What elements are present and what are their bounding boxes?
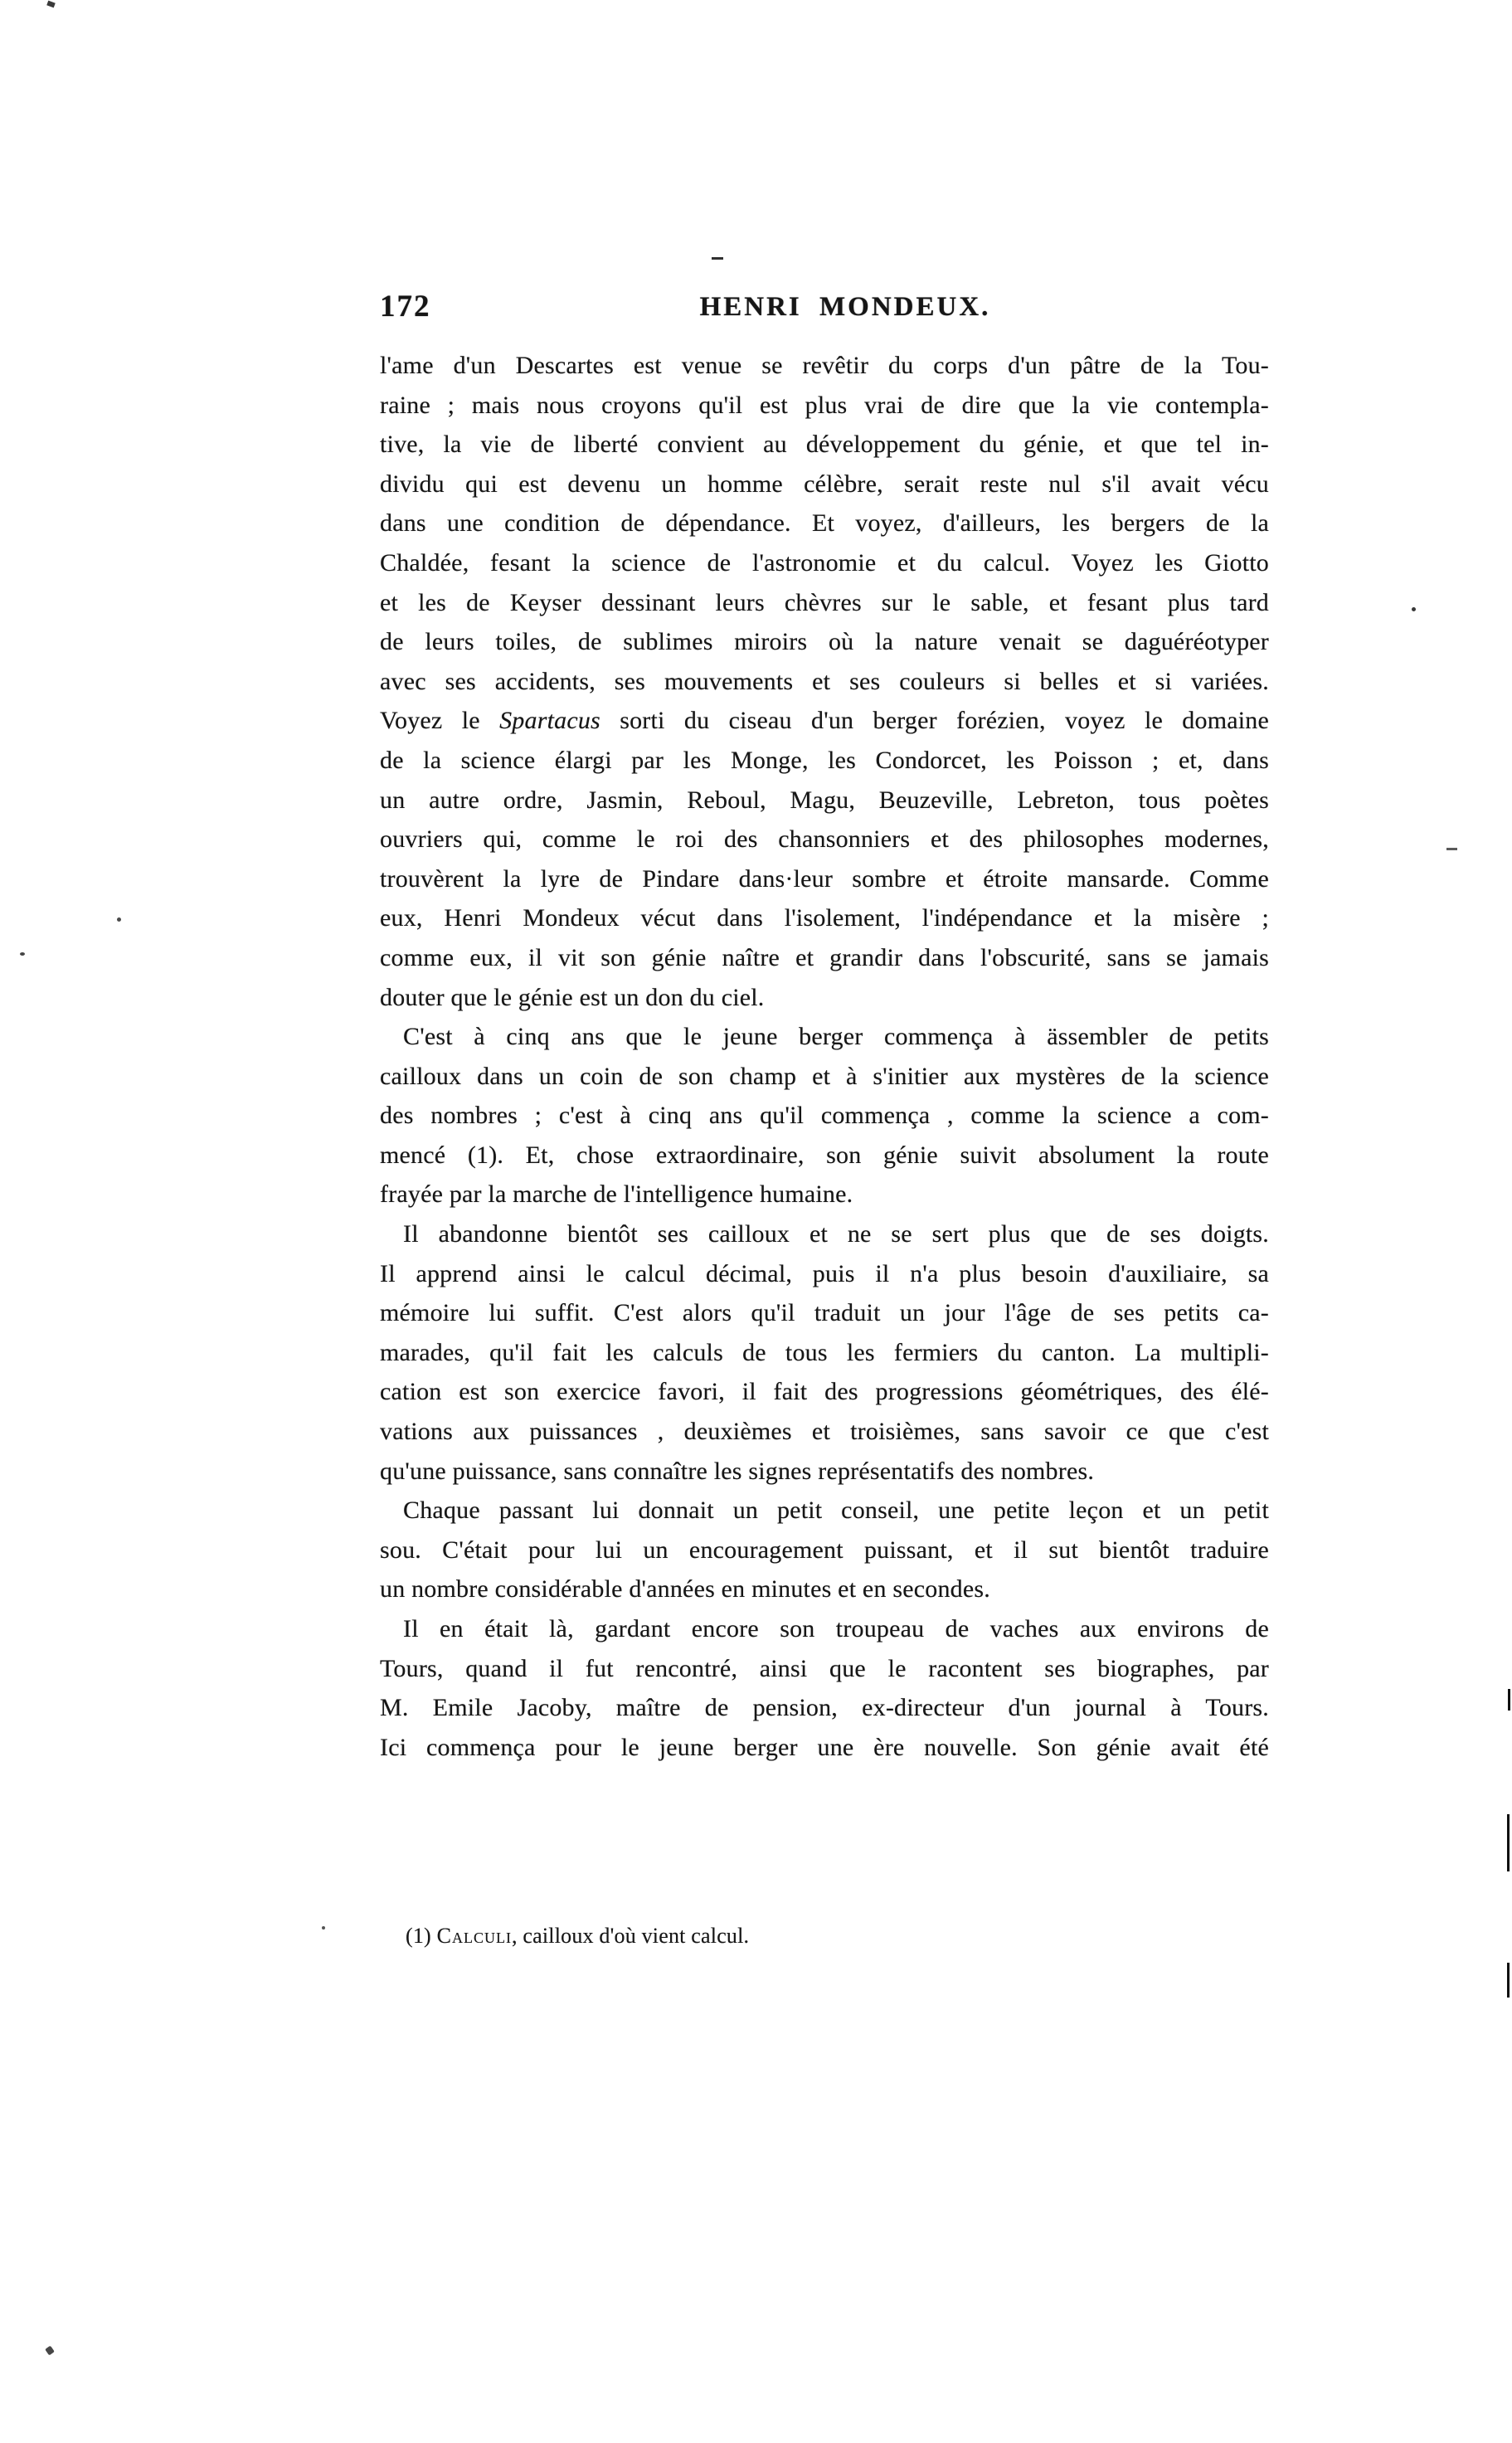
text-line: douter que le génie est un don du ciel.: [380, 983, 765, 1011]
text-line: Il abandonne bientôt ses cailloux et ne se sert plus que de ses doigts.: [403, 1220, 1269, 1248]
text-line: dividu qui est devenu un homme célèbre, serait reste nul s'il avait vécu: [380, 470, 1269, 498]
footnote-text: , cailloux d'où vient calcul.: [511, 1924, 750, 1948]
scan-edge-mark: [1508, 1689, 1510, 1711]
text-line: Chaldée, fesant la science de l'astronomie et du calcul. Voyez les Giotto: [380, 548, 1269, 577]
text-line: raine ; mais nous croyons qu'il est plus vrai de dire que la vie contempla-: [380, 391, 1269, 419]
scan-speck: [45, 2346, 55, 2356]
text-line: de leurs toiles, de sublimes miroirs où la nature venait se daguéréotyper: [380, 628, 1269, 656]
text-line: vations aux puissances , deuxièmes et troisièmes, sans savoir ce que c'est: [380, 1418, 1269, 1446]
paragraph: [380, 346, 1269, 1017]
footnote-term: Calculi: [436, 1924, 512, 1948]
scan-edge-mark: [1507, 1963, 1510, 1998]
text-line: M. Emile Jacoby, maître de pension, ex-directeur d'un journal à Tours.: [380, 1694, 1269, 1722]
text-line: avec ses accidents, ses mouvements et ses couleurs si belles et si variées.: [380, 667, 1269, 695]
text-line: Il apprend ainsi le calcul décimal, puis il n'a plus besoin d'auxiliaire, sa: [380, 1259, 1269, 1287]
text-line: des nombres ; c'est à cinq ans qu'il commença , comme la science a com-: [380, 1102, 1269, 1130]
text-line: Voyez le Spartacus sorti du ciseau d'un berger forézien, voyez le domaine: [380, 707, 1270, 735]
text-line: sou. C'était pour lui un encouragement puissant, et il sut bientôt traduire: [380, 1535, 1269, 1564]
paragraph: [380, 1017, 1269, 1214]
scan-speck: [1412, 607, 1416, 611]
text-line: ouvriers qui, comme le roi des chansonniers et des philosophes modernes,: [380, 825, 1269, 854]
text-line: trouvèrent la lyre de Pindare dans·leur sombre et étroite mansarde. Comme: [380, 864, 1269, 893]
scan-speck: [322, 1926, 325, 1930]
text-line: et les de Keyser dessinant leurs chèvres sur le sable, et fesant plus tard: [380, 588, 1269, 616]
text-line: comme eux, il vit son génie naître et grandir dans l'obscurité, sans se jamais: [380, 943, 1269, 971]
text-line: frayée par la marche de l'intelligence humaine.: [380, 1180, 853, 1209]
text-line: un autre ordre, Jasmin, Reboul, Magu, Beuzeville, Lebreton, tous poètes: [380, 786, 1269, 814]
text-line: C'est à cinq ans que le jeune berger commença à ässembler de petits: [403, 1023, 1269, 1051]
scan-edge-mark: [1507, 1814, 1510, 1871]
paragraph: [380, 1214, 1269, 1491]
text-line: eux, Henri Mondeux vécut dans l'isolement, l'indépendance et la misère ;: [380, 904, 1269, 932]
text-line: tive, la vie de liberté convient au développement du génie, et que tel in-: [380, 431, 1269, 459]
scan-speck: [20, 952, 25, 956]
text-line: Tours, quand il fut rencontré, ainsi que le racontent ses biographes, par: [380, 1654, 1269, 1682]
text-line: mémoire lui suffit. C'est alors qu'il traduit un jour l'âge de ses petits ca-: [380, 1299, 1269, 1327]
text-line: un nombre considérable d'années en minutes et en secondes.: [380, 1575, 990, 1604]
footnote-marker: (1): [406, 1924, 431, 1948]
body-text: [380, 346, 1269, 1767]
text-line: cailloux dans un coin de son champ et à s'initier aux mystères de la science: [380, 1062, 1269, 1090]
text-line: marades, qu'il fait les calculs de tous les fermiers du canton. La multipli-: [380, 1338, 1269, 1366]
scan-speck: [117, 917, 121, 922]
text-line: de la science élargi par les Monge, les Condorcet, les Poisson ; et, dans: [380, 746, 1269, 774]
footnote: [406, 1922, 1268, 1950]
scan-dash-mark: [712, 257, 723, 260]
text-line: Ici commença pour le jeune berger une ère nouvelle. Son génie avait été: [380, 1733, 1269, 1761]
text-line: mencé (1). Et, chose extraordinaire, son génie suivit absolument la route: [380, 1141, 1269, 1169]
text-line: Chaque passant lui donnait un petit conseil, une petite leçon et un petit: [403, 1496, 1269, 1525]
running-head-title: HENRI MONDEUX.: [699, 292, 991, 322]
scan-dash-mark: [1446, 848, 1457, 850]
text-line: dans une condition de dépendance. Et voyez, d'ailleurs, les bergers de la: [380, 509, 1269, 538]
text-line: qu'une puissance, sans connaître les signes représentatifs des nombres.: [380, 1457, 1095, 1485]
text-line: l'ame d'un Descartes est venue se revêtir du corps d'un pâtre de la Tou-: [380, 352, 1269, 379]
text-line: Il en était là, gardant encore son troupeau de vaches aux environs de: [403, 1615, 1269, 1642]
paragraph: [380, 1609, 1269, 1767]
text-line: cation est son exercice favori, il fait des progressions géométriques, des élé-: [380, 1378, 1269, 1406]
page-number: 172: [380, 290, 431, 324]
paragraph: [380, 1491, 1269, 1609]
scan-speck: [46, 1, 56, 8]
